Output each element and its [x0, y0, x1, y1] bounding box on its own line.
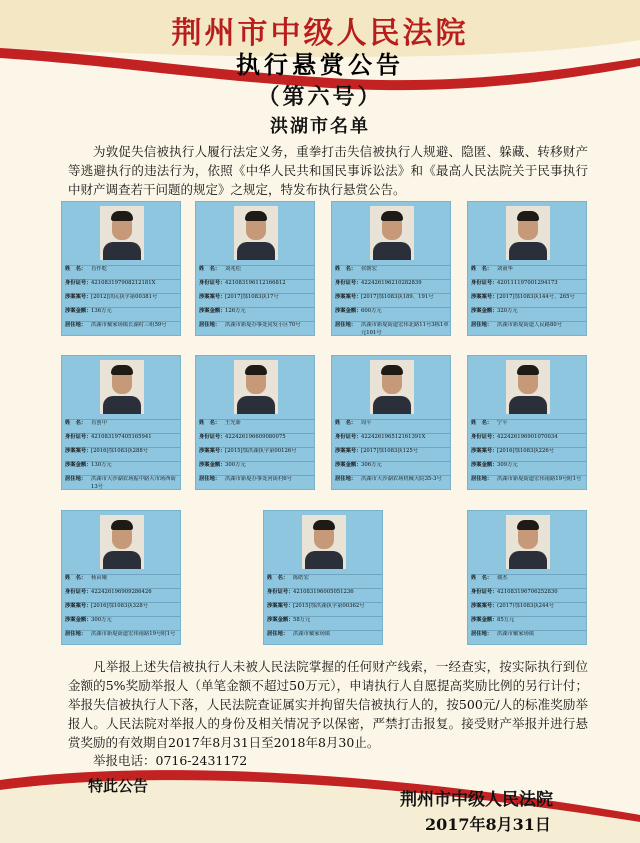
person-address: 洪湖市新堤街道人民路80号: [497, 322, 563, 328]
person-card: [61, 510, 181, 645]
field-label: 涉案金额：: [65, 617, 92, 623]
closing-line: 特此公告: [88, 777, 149, 795]
person-address: 洪湖市新堤街道宏伟北路11号3栋1单元101号: [361, 322, 449, 336]
field-label: 居住地：: [335, 476, 357, 482]
person-amount: 300万元: [91, 617, 112, 623]
person-id: 421083197405165941: [91, 434, 152, 440]
person-amount: 126万元: [225, 308, 246, 314]
field-label: 姓 名：: [471, 420, 493, 426]
announcement-number: （第六号）: [257, 84, 383, 110]
person-id: 421083196112166812: [225, 280, 286, 286]
person-amount: 320万元: [497, 308, 518, 314]
field-label: 身份证号：: [65, 434, 92, 440]
court-name: 荆州市中级人民法院: [171, 16, 469, 51]
person-name: 陈皓宏: [293, 575, 309, 581]
field-label: 居住地：: [335, 322, 357, 328]
field-label: 涉案案号：: [199, 294, 226, 300]
field-label: 姓 名：: [65, 420, 87, 426]
person-id: 422426196901070034: [497, 434, 558, 440]
field-label: 涉案案号：: [335, 294, 362, 300]
person-card: [331, 355, 451, 490]
field-label: 身份证号：: [471, 280, 498, 286]
person-photo: [100, 206, 144, 260]
person-photo: [100, 515, 144, 569]
field-label: 姓 名：: [335, 420, 357, 426]
person-case: [2015]鄂洪湖执字第00126号: [225, 448, 297, 454]
person-case: [2016]鄂1083执226号: [497, 448, 555, 454]
field-label: 姓 名：: [335, 266, 357, 272]
intro-paragraph: 为敦促失信被执行人履行法定义务，重拳打击失信被执行人规避、隐匿、躲藏、转移财产等逃避执行的违法行为，依照《中华人民共和国民事诉讼法》和《最高人民法院关于民事执行中财产调查若干问题的规定》之规定，特发布执行悬赏公告。: [68, 144, 588, 197]
field-label: 涉案案号：: [65, 448, 92, 454]
person-card: [467, 355, 587, 490]
field-label: 涉案金额：: [471, 462, 498, 468]
person-address: 洪湖市戴家场镇: [293, 631, 331, 637]
field-label: 姓 名：: [471, 575, 493, 581]
field-label: 身份证号：: [199, 280, 226, 286]
person-case: (2017)鄂1083执244号: [497, 603, 555, 609]
person-card: [467, 510, 587, 645]
person-photo: [506, 360, 550, 414]
person-address: 洪湖市新堤办事处河街村6号: [225, 476, 292, 482]
person-name: 肖创中: [91, 420, 107, 426]
person-case: [2017]鄂1083执144号、265号: [497, 294, 575, 300]
person-name: 刘南华: [497, 266, 513, 272]
field-label: 居住地：: [199, 322, 221, 328]
person-id: 420111197001294173: [497, 280, 558, 286]
field-label: 居住地：: [471, 476, 493, 482]
field-label: 涉案金额：: [267, 617, 294, 623]
person-case: [2017]鄂1083执125号: [361, 448, 419, 454]
field-label: 居住地：: [471, 631, 493, 637]
field-label: 涉案案号：: [65, 603, 92, 609]
field-label: 涉案金额：: [199, 462, 226, 468]
field-label: 涉案案号：: [471, 294, 498, 300]
field-label: 涉案金额：: [65, 462, 92, 468]
field-label: 姓 名：: [65, 575, 87, 581]
person-photo: [370, 206, 414, 260]
person-address: 洪湖市戴家场镇长湖村三组59号: [91, 322, 167, 328]
person-photo: [302, 515, 346, 569]
field-label: 涉案金额：: [471, 308, 498, 314]
person-amount: 300万元: [225, 462, 246, 468]
person-case: [2016]鄂1083执328号: [91, 603, 149, 609]
person-photo: [506, 515, 550, 569]
field-label: 涉案金额：: [335, 308, 362, 314]
field-label: 涉案案号：: [267, 603, 294, 609]
field-label: 身份证号：: [65, 589, 92, 595]
field-label: 身份证号：: [335, 280, 362, 286]
field-label: 姓 名：: [199, 266, 221, 272]
person-card: [195, 201, 315, 336]
person-name: 侯朝宏: [361, 266, 377, 272]
field-label: 姓 名：: [199, 420, 221, 426]
person-name: 周平: [361, 420, 372, 426]
person-id: 421083196005051236: [293, 589, 354, 595]
person-amount: 85万元: [497, 617, 515, 623]
person-case: [2016]鄂1083执288号: [91, 448, 149, 454]
person-photo: [100, 360, 144, 414]
person-name: 刘兆松: [225, 266, 241, 272]
person-name: 宁平: [497, 420, 508, 426]
field-label: 姓 名：: [471, 266, 493, 272]
field-label: 身份证号：: [267, 589, 294, 595]
field-label: 姓 名：: [267, 575, 289, 581]
city-list-title: 洪湖市名单: [270, 116, 370, 137]
person-photo: [234, 360, 278, 414]
person-name: 谢杰: [497, 575, 508, 581]
person-card: [61, 201, 181, 336]
person-case: [2015]鄂洪湖执字第00362号: [293, 603, 365, 609]
person-amount: 58万元: [293, 617, 311, 623]
person-id: 422426196609080075: [225, 434, 286, 440]
announcement-title: 执行悬赏公告: [236, 50, 404, 79]
person-photo: [234, 206, 278, 260]
person-amount: 306万元: [361, 462, 382, 468]
field-label: 身份证号：: [65, 280, 92, 286]
person-card: [467, 201, 587, 336]
field-label: 涉案案号：: [335, 448, 362, 454]
field-label: 居住地：: [267, 631, 289, 637]
person-card: [195, 355, 315, 490]
person-id: 422426196512161391X: [361, 434, 426, 440]
field-label: 姓 名：: [65, 266, 87, 272]
person-address: 洪湖市新堤办事处同发小区70号: [225, 322, 301, 328]
signature-court: 荆州市中级人民法院: [400, 790, 553, 810]
person-case: [2017]鄂1083执189、191号: [361, 294, 434, 300]
signature-date: 2017年8月31日: [425, 815, 551, 834]
person-name: 肖作乾: [91, 266, 107, 272]
field-label: 涉案案号：: [65, 294, 92, 300]
field-label: 涉案金额：: [471, 617, 498, 623]
person-amount: 309万元: [497, 462, 518, 468]
person-card: [331, 201, 451, 336]
person-photo: [506, 206, 550, 260]
person-address: 洪湖市新堤街道宏伟南路19号附1号: [91, 631, 176, 637]
field-label: 居住地：: [65, 631, 87, 637]
person-case: [2017]鄂1083执17号: [225, 294, 279, 300]
field-label: 涉案金额：: [199, 308, 226, 314]
person-address: 洪湖市大沙湖农场振中路大市场西街13号: [91, 476, 176, 490]
person-card: [263, 510, 383, 645]
field-label: 身份证号：: [335, 434, 362, 440]
person-card: [61, 355, 181, 490]
person-name: 杨亩娥: [91, 575, 107, 581]
field-label: 涉案金额：: [335, 462, 362, 468]
person-amount: 600万元: [361, 308, 382, 314]
field-label: 身份证号：: [199, 434, 226, 440]
person-photo: [370, 360, 414, 414]
field-label: 涉案案号：: [471, 603, 498, 609]
person-amount: 130万元: [91, 462, 112, 468]
field-label: 居住地：: [471, 322, 493, 328]
person-id: 421083196706252830: [497, 589, 558, 595]
field-label: 居住地：: [65, 476, 87, 482]
field-label: 涉案案号：: [199, 448, 226, 454]
report-phone: 举报电话：0716-2431172: [93, 753, 248, 768]
person-case: [2012]洪民执字第00381号: [91, 294, 158, 300]
person-id: 422426196909286426: [91, 589, 152, 595]
person-amount: 136万元: [91, 308, 112, 314]
person-address: 洪湖市大沙湖农场机械大院35-3号: [361, 476, 442, 482]
field-label: 身份证号：: [471, 589, 498, 595]
person-id: 422426196210282839: [361, 280, 422, 286]
field-label: 涉案案号：: [471, 448, 498, 454]
person-id: 421083197908212181X: [91, 280, 156, 286]
field-label: 身份证号：: [471, 434, 498, 440]
person-name: 王光新: [225, 420, 241, 426]
field-label: 居住地：: [65, 322, 87, 328]
person-address: 洪湖市戴家场镇: [497, 631, 535, 637]
person-address: 洪湖市新堤街道宏伟南路19号附1号: [497, 476, 582, 482]
reward-paragraph: 凡举报上述失信被执行人未被人民法院掌握的任何财产线索，一经查实，按实际执行到位金额的5%奖励举报人（单笔金额不超过50万元），申请执行人自愿提高奖励比例的另行计付；举报失信被执行人下落，人民法院查证属实并拘留失信被执行人的，按500元/人的标准奖励举报人。人民法院对举报人的身份及相关情况予以保密，严禁打击报复。接受财产举报并进行悬赏奖励的有效期自2017年8月31日至2018年8月30止。: [68, 659, 588, 750]
field-label: 涉案金额：: [65, 308, 92, 314]
field-label: 居住地：: [199, 476, 221, 482]
